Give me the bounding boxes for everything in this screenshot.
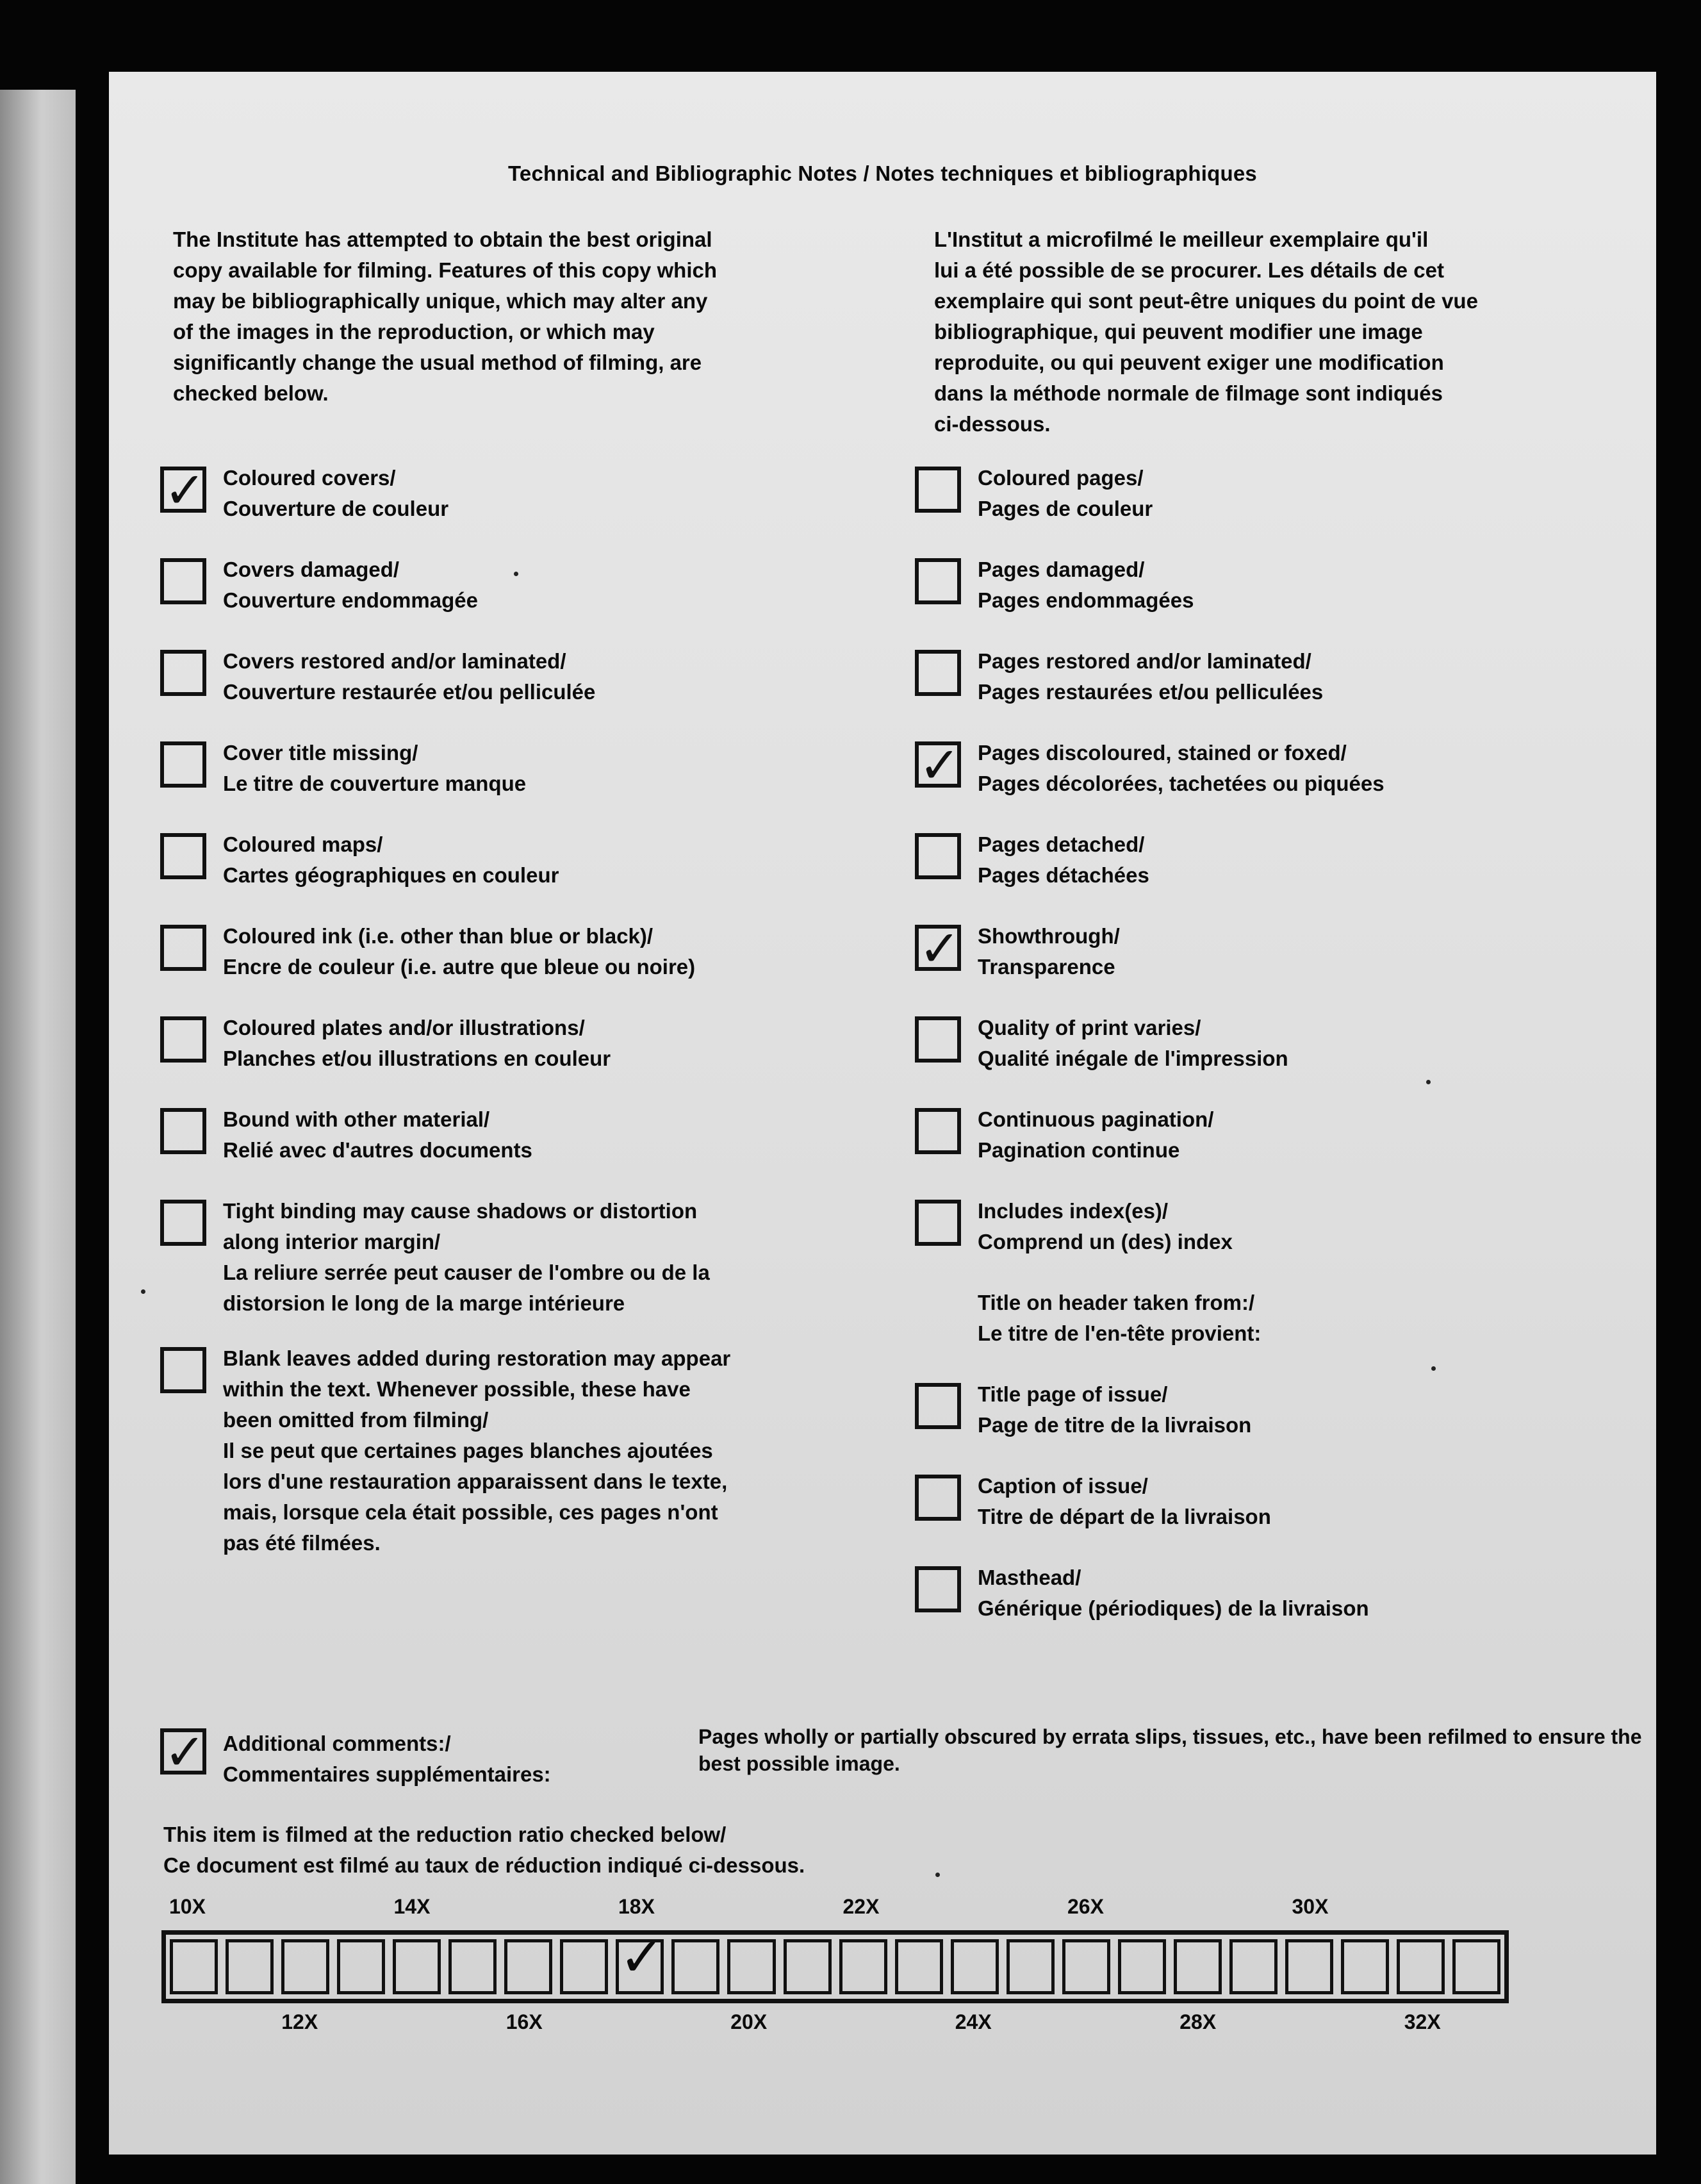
speck	[1426, 1080, 1431, 1084]
checklist-label	[223, 921, 800, 982]
intro-line: copy available for filming. Features of this copy which	[173, 258, 718, 282]
ratio-label-top: 18X	[618, 1895, 655, 1918]
checklist-label-line: Couverture restaurée et/ou pelliculée	[223, 680, 596, 704]
checklist-checkbox[interactable]	[915, 737, 961, 793]
checklist-label-line: Titre de départ de la livraison	[978, 1505, 1271, 1528]
intro-line: significantly change the usual method of filming, are	[173, 351, 702, 374]
right-checklist	[915, 463, 1556, 1654]
checklist-label-line: Cover title missing/	[223, 741, 418, 765]
checklist-label	[223, 1104, 800, 1166]
checklist-label	[223, 1196, 800, 1319]
checklist-label	[978, 646, 1554, 707]
checklist-label-line: Bound with other material/	[223, 1107, 490, 1131]
checklist-label-line: Coloured covers/	[223, 466, 396, 490]
checklist-label-line: Pages endommagées	[978, 588, 1194, 612]
checklist-label-line: lors d'une restauration apparaissent dans le texte,	[223, 1469, 728, 1493]
checklist-item	[915, 1379, 1556, 1471]
checklist-label-line: Qualité inégale de l'impression	[978, 1046, 1288, 1070]
additional-comments-text: Pages wholly or partially obscured by errata slips, tissues, etc., have been refilmed to ensure the best possible image.	[698, 1725, 1642, 1775]
checklist-item	[915, 921, 1556, 1013]
ratio-label-top: 10X	[169, 1895, 206, 1918]
additional-comments-checkbox[interactable]	[160, 1724, 206, 1780]
checklist-label	[978, 829, 1554, 891]
checklist-label-line: Covers damaged/	[223, 558, 400, 581]
checklist-label-line: Caption of issue/	[978, 1474, 1148, 1498]
checklist-checkbox[interactable]	[160, 741, 206, 788]
checklist-label-line: within the text. Whenever possible, these have	[223, 1377, 691, 1401]
checklist-label-line: mais, lorsque cela était possible, ces pages n'ont	[223, 1500, 718, 1524]
checklist-item	[915, 1104, 1556, 1196]
checklist-label-line: Comprend un (des) index	[978, 1230, 1233, 1253]
checklist-checkbox[interactable]	[915, 1016, 961, 1063]
checklist-label-line: distorsion le long de la marge intérieure	[223, 1291, 625, 1315]
check-mark-icon: ✓	[919, 920, 961, 977]
checklist-label	[223, 554, 800, 616]
checklist-item	[160, 738, 801, 829]
ratio-cell[interactable]	[337, 1939, 385, 1994]
checklist-label-line: Page de titre de la livraison	[978, 1413, 1252, 1437]
intro-line: exemplaire qui sont peut-être uniques du point de vue	[934, 289, 1478, 313]
checklist-item	[915, 1562, 1556, 1654]
checklist-label-line: Pages restored and/or laminated/	[978, 649, 1311, 673]
checklist-label-line: Title page of issue/	[978, 1382, 1168, 1406]
checklist-label	[223, 1013, 800, 1074]
checklist-label-line: Il se peut que certaines pages blanches ajoutées	[223, 1439, 713, 1462]
checklist-checkbox[interactable]	[915, 833, 961, 879]
checklist-label-line: along interior margin/	[223, 1230, 441, 1253]
additional-comments-label: Additional comments:/ Commentaires supplémentaires:	[223, 1732, 551, 1786]
checklist-item	[915, 738, 1556, 829]
ratio-cell[interactable]	[839, 1939, 887, 1994]
checklist-item	[160, 1196, 801, 1343]
checklist-label	[978, 554, 1554, 616]
check-mark-icon: ✓	[164, 1724, 206, 1780]
checklist-item	[160, 921, 801, 1013]
check-mark-icon: ✓	[164, 462, 206, 518]
ratio-cell[interactable]	[448, 1939, 497, 1994]
checklist-checkbox[interactable]	[915, 1566, 961, 1612]
ratio-cell[interactable]	[1341, 1939, 1389, 1994]
checklist-checkbox[interactable]	[160, 650, 206, 696]
checklist-label-line: Title on header taken from:/	[978, 1291, 1255, 1314]
checklist-label-line: Transparence	[978, 955, 1115, 979]
checklist-label-line: Coloured plates and/or illustrations/	[223, 1016, 585, 1039]
notes-page	[109, 72, 1656, 2155]
checklist-label-line: pas été filmées.	[223, 1531, 381, 1555]
intro-line: dans la méthode normale de filmage sont indiqués	[934, 381, 1443, 405]
checklist-checkbox[interactable]	[160, 925, 206, 971]
ratio-cell[interactable]	[1452, 1939, 1500, 1994]
ratio-label-bottom: 32X	[1404, 2010, 1441, 2033]
speck	[1431, 1366, 1436, 1371]
checklist-item	[915, 1196, 1556, 1287]
checklist-label-line: been omitted from filming/	[223, 1408, 489, 1432]
ratio-label-top: 22X	[842, 1895, 880, 1918]
checklist-label-line: Relié avec d'autres documents	[223, 1138, 532, 1162]
ratio-cell[interactable]	[393, 1939, 441, 1994]
checklist-item	[160, 1343, 801, 1561]
checklist-label-line: Pages restaurées et/ou pelliculées	[978, 680, 1324, 704]
checklist-label-line: Tight binding may cause shadows or distortion	[223, 1199, 698, 1223]
checklist-label-line: Includes index(es)/	[978, 1199, 1169, 1223]
checklist-label	[978, 921, 1554, 982]
ratio-cell[interactable]	[1174, 1939, 1222, 1994]
checklist-label-line: Cartes géographiques en couleur	[223, 863, 559, 887]
checklist-label-line: Le titre de l'en-tête provient:	[978, 1321, 1261, 1345]
checklist-item	[160, 646, 801, 738]
checklist-checkbox[interactable]	[160, 558, 206, 604]
checklist-label-line: Couverture endommagée	[223, 588, 478, 612]
intro-line: L'Institut a microfilmé le meilleur exemplaire qu'il	[934, 228, 1429, 251]
checklist-label-line: Covers restored and/or laminated/	[223, 649, 566, 673]
ratio-cell[interactable]	[951, 1939, 999, 1994]
checklist-label-line: Pages detached/	[978, 832, 1145, 856]
checklist-label-line: Showthrough/	[978, 924, 1120, 948]
intro-line: reproduite, ou qui peuvent exiger une modification	[934, 351, 1444, 374]
checklist-checkbox[interactable]	[915, 467, 961, 513]
intro-french	[934, 224, 1549, 440]
ratio-cell[interactable]	[1285, 1939, 1333, 1994]
checklist-item	[915, 554, 1556, 646]
reduction-ratio-strip	[161, 1860, 1509, 2033]
checklist-label	[978, 1287, 1554, 1349]
checklist-label-line: Coloured ink (i.e. other than blue or black)/	[223, 924, 653, 948]
checklist-label-line: Planches et/ou illustrations en couleur	[223, 1046, 611, 1070]
checklist-label	[978, 1196, 1554, 1257]
checklist-item	[160, 1104, 801, 1196]
speck	[514, 572, 518, 576]
checklist-label-line: Pages discoloured, stained or foxed/	[978, 741, 1347, 765]
additional-comments	[160, 1724, 1642, 1799]
checklist-checkbox[interactable]	[915, 1383, 961, 1429]
checklist-checkbox[interactable]	[160, 1016, 206, 1063]
checklist-label	[223, 646, 800, 707]
ratio-cell[interactable]	[1229, 1939, 1278, 1994]
ratio-label-bottom: 20X	[730, 2010, 768, 2033]
checklist-checkbox[interactable]	[915, 920, 961, 977]
intro-line: The Institute has attempted to obtain the best original	[173, 228, 712, 251]
left-checklist	[160, 463, 801, 1561]
checklist-label-line: Encre de couleur (i.e. autre que bleue ou noire)	[223, 955, 696, 979]
checklist-label	[223, 1343, 800, 1559]
speck	[935, 1873, 940, 1877]
ratio-cell[interactable]	[895, 1939, 943, 1994]
checklist-label	[223, 829, 800, 891]
checklist-checkbox[interactable]	[160, 1108, 206, 1154]
ratio-label-bottom: 12X	[281, 2010, 318, 2033]
checklist-label-line: Le titre de couverture manque	[223, 772, 527, 795]
checklist-checkbox[interactable]	[160, 1347, 206, 1393]
adjacent-page-strip	[0, 90, 76, 2184]
ratio-cell[interactable]	[671, 1939, 719, 1994]
checklist-label	[978, 1013, 1554, 1074]
speck	[141, 1289, 145, 1294]
checklist-label-line: Pages détachées	[978, 863, 1149, 887]
checklist-checkbox[interactable]	[915, 558, 961, 604]
ratio-cell[interactable]	[784, 1939, 832, 1994]
reduction-ratio-text: This item is filmed at the reduction ratio checked below/ Ce document est filmé au taux de réduction indiqué ci-dessous.	[163, 1823, 805, 1877]
check-mark-icon: ✓	[619, 1927, 664, 1987]
ratio-cell[interactable]	[1118, 1939, 1166, 1994]
ratio-label-top: 14X	[393, 1895, 431, 1918]
checklist-label-line: La reliure serrée peut causer de l'ombre ou de la	[223, 1261, 710, 1284]
ratio-label-bottom: 28X	[1179, 2010, 1217, 2033]
ratio-cell[interactable]	[170, 1939, 218, 1994]
checklist-item	[160, 829, 801, 921]
checklist-item	[160, 554, 801, 646]
checklist-label	[223, 463, 800, 524]
ratio-cell[interactable]	[281, 1939, 329, 1994]
ratio-label-bottom: 24X	[955, 2010, 992, 2033]
intro-line: checked below.	[173, 381, 329, 405]
checklist-item	[160, 1013, 801, 1104]
checklist-checkbox[interactable]	[915, 1200, 961, 1246]
page-title: Technical and Bibliographic Notes / Notes techniques et bibliographiques	[508, 161, 1257, 185]
checklist-label	[978, 738, 1554, 799]
checklist-label-line: Blank leaves added during restoration may appear	[223, 1346, 731, 1370]
ratio-cell[interactable]	[727, 1939, 775, 1994]
checklist-checkbox[interactable]	[915, 1108, 961, 1154]
checklist-label-line: Pages décolorées, tachetées ou piquées	[978, 772, 1385, 795]
checklist-label-line: Coloured pages/	[978, 466, 1144, 490]
intro-line: bibliographique, qui peuvent modifier une image	[934, 320, 1423, 343]
checklist-label	[978, 1562, 1554, 1624]
checklist-label	[978, 463, 1554, 524]
ratio-cell[interactable]	[1007, 1939, 1055, 1994]
checklist-item	[915, 1287, 1556, 1379]
intro-line: ci-dessous.	[934, 412, 1051, 436]
checklist-label	[223, 738, 800, 799]
checklist-item	[915, 463, 1556, 554]
ratio-cell[interactable]	[504, 1939, 552, 1994]
checklist-item	[915, 829, 1556, 921]
ratio-cell[interactable]	[1062, 1939, 1110, 1994]
intro-line: may be bibliographically unique, which may alter any	[173, 289, 708, 313]
checklist-label	[978, 1379, 1554, 1441]
intro-line: lui a été possible de se procurer. Les détails de cet	[934, 258, 1444, 282]
checklist-label-line: Quality of print varies/	[978, 1016, 1201, 1039]
check-mark-icon: ✓	[919, 737, 961, 793]
checklist-label-line: Pagination continue	[978, 1138, 1180, 1162]
checklist-label-line: Masthead/	[978, 1566, 1081, 1589]
checklist-label-line: Couverture de couleur	[223, 497, 449, 520]
intro-line: of the images in the reproduction, or which may	[173, 320, 655, 343]
checklist-checkbox[interactable]	[160, 1200, 206, 1246]
checklist-item	[915, 1471, 1556, 1562]
checklist-checkbox[interactable]	[915, 650, 961, 696]
checklist-checkbox[interactable]	[915, 1475, 961, 1521]
checklist-checkbox[interactable]	[160, 462, 206, 518]
checklist-label	[978, 1471, 1554, 1532]
ratio-cell[interactable]	[226, 1939, 274, 1994]
checklist-label-line: Continuous pagination/	[978, 1107, 1214, 1131]
checklist-label-line: Coloured maps/	[223, 832, 383, 856]
ratio-label-top: 26X	[1067, 1895, 1104, 1918]
ratio-cell[interactable]	[560, 1939, 608, 1994]
ratio-label-top: 30X	[1292, 1895, 1329, 1918]
intro-english	[173, 224, 788, 409]
checklist-item	[160, 463, 801, 554]
checklist-item	[915, 646, 1556, 738]
ratio-cell[interactable]	[616, 1927, 664, 1994]
checklist-label-line: Pages de couleur	[978, 497, 1153, 520]
ratio-label-bottom: 16X	[505, 2010, 543, 2033]
reduction-ratio-grid	[161, 1927, 1509, 2003]
checklist-checkbox[interactable]	[160, 833, 206, 879]
checklist-label-line: Pages damaged/	[978, 558, 1145, 581]
checklist-label	[978, 1104, 1554, 1166]
ratio-cell[interactable]	[1397, 1939, 1445, 1994]
checklist-label-line: Générique (périodiques) de la livraison	[978, 1596, 1369, 1620]
checklist-item	[915, 1013, 1556, 1104]
